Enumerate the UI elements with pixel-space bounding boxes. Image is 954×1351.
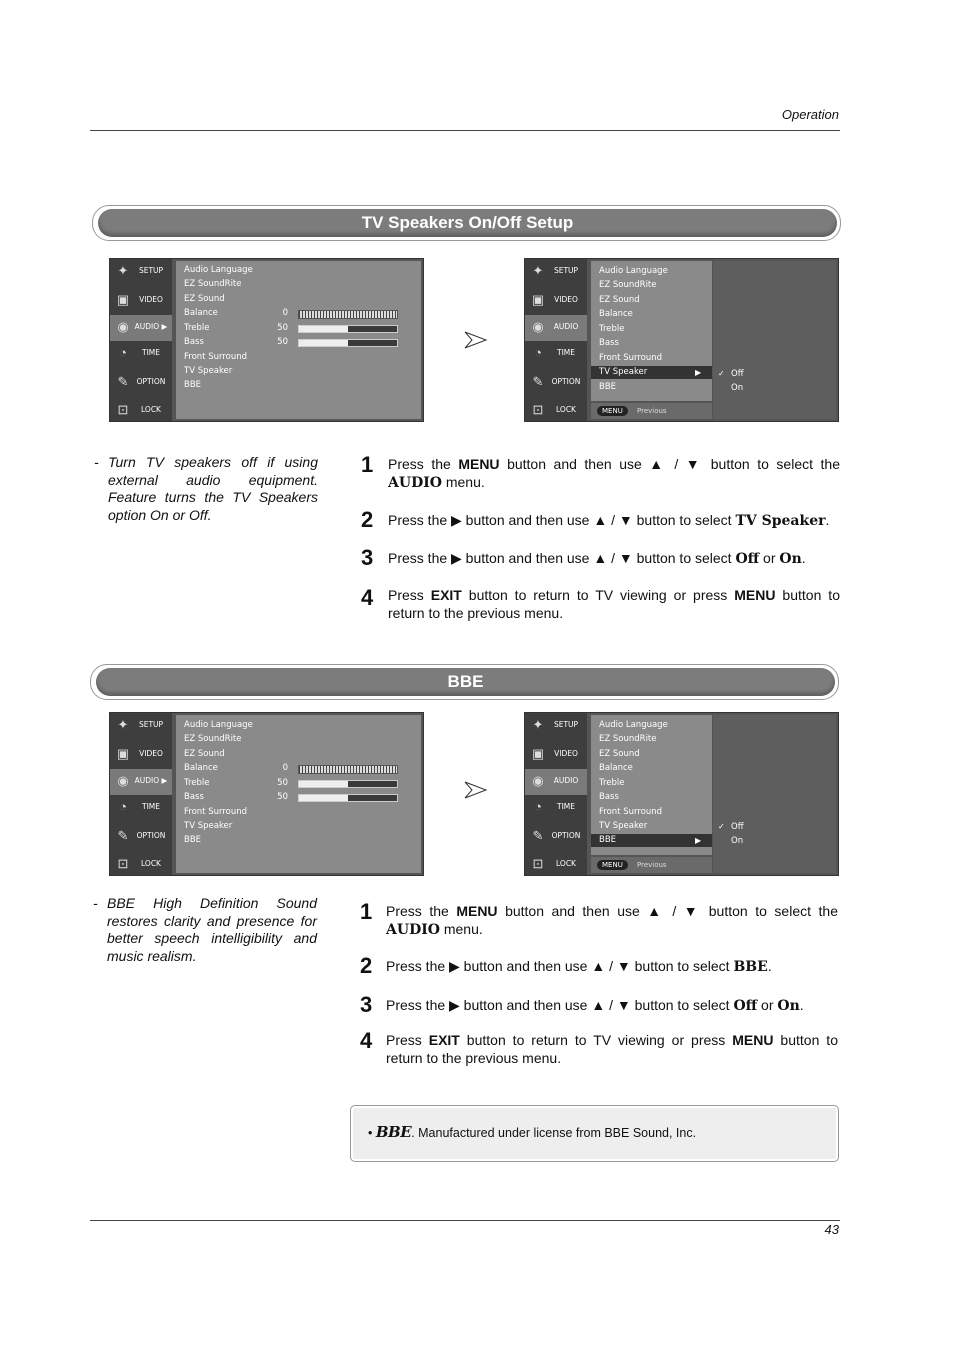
- osd-item: EZ SoundRite: [599, 734, 657, 744]
- osd-sidebar: [110, 713, 172, 875]
- satellite-icon: ✦: [117, 717, 129, 732]
- step-text: Press the ▶ button and then use ▲ / ▼ button to select Off or On.: [386, 997, 804, 1014]
- monitor-icon: ▣: [116, 292, 130, 307]
- page-number: 43: [824, 1222, 839, 1237]
- osd-item: BBE: [184, 835, 202, 845]
- osd-side-lock: ⊡ LOCK: [532, 402, 576, 417]
- wrench-icon: ✎: [532, 828, 544, 843]
- bbe-logo: BBE: [375, 1123, 412, 1141]
- osd-submenu: [713, 715, 836, 873]
- osd-panel: [176, 261, 421, 419]
- step-number: 1: [361, 452, 374, 477]
- step-text: Press the ▶ button and then use ▲ / ▼ button to select TV Speaker.: [388, 512, 830, 529]
- balance-value: 0: [282, 763, 288, 773]
- section-banner-tv-speakers: [92, 205, 841, 241]
- osd-panel: [591, 261, 712, 401]
- osd-side-time: ◔ TIME: [525, 795, 587, 821]
- osd-item: Balance: [184, 763, 218, 773]
- osd-item: Treble: [184, 323, 210, 333]
- wrench-icon: ✎: [117, 828, 129, 843]
- step-number: 1: [360, 899, 373, 924]
- step-text: Press the ▶ button and then use ▲ / ▼ button to select Off or On.: [388, 550, 806, 567]
- step-text: Press EXIT button to return to TV viewing or press MENU button to return to the previous menu.: [388, 587, 840, 621]
- note-bbe: - BBE High Definition Sound restores clarity and presence for better speech intelligibility and music realism.: [93, 895, 317, 964]
- wrench-icon: ✎: [117, 374, 129, 389]
- right-arrow-icon: ▶: [695, 368, 702, 377]
- osd-item: Balance: [599, 309, 633, 319]
- osd-side-time: ◔ TIME: [525, 341, 587, 367]
- osd-side-setup: ✦ SETUP: [532, 717, 579, 732]
- clock-icon: ◔: [119, 799, 127, 814]
- osd-item: TV Speaker: [599, 821, 648, 831]
- osd-item: Audio Language: [184, 720, 253, 730]
- option-on: On: [731, 836, 744, 846]
- osd-item: EZ SoundRite: [599, 280, 657, 290]
- osd-item: Front Surround: [184, 807, 248, 817]
- osd-side-audio: ◉ AUDIO ▶: [110, 315, 172, 341]
- osd-submenu: [713, 261, 836, 419]
- osd-item: Bass: [184, 792, 204, 802]
- step-number: 3: [361, 545, 374, 570]
- step-text: Press EXIT button to return to TV viewing or press MENU button to return to the previous menu.: [386, 1032, 838, 1066]
- osd-item: Audio Language: [599, 720, 668, 730]
- osd-side-time: ◔ TIME: [110, 795, 172, 821]
- osd-side-lock: ⊡ LOCK: [117, 856, 161, 871]
- osd-item: EZ Sound: [184, 749, 225, 759]
- osd-item-selected: BBE ▶: [591, 834, 712, 847]
- osd-footer: [591, 857, 712, 873]
- osd-item: EZ Sound: [599, 749, 640, 759]
- treble-bar: [298, 780, 398, 788]
- treble-value: 50: [277, 323, 288, 333]
- osd-side-option: ✎ OPTION: [117, 828, 166, 843]
- osd-side-time: ◔ TIME: [110, 341, 172, 367]
- check-icon: ✓: [718, 822, 725, 831]
- license-box: [350, 1105, 839, 1162]
- osd-footer: [591, 403, 712, 419]
- osd-tv-speaker-menu: [524, 258, 839, 422]
- treble-bar: [298, 325, 398, 333]
- osd-side-option: ✎ OPTION: [532, 374, 581, 389]
- osd-item: BBE: [599, 382, 617, 392]
- step-number: 2: [361, 507, 374, 532]
- osd-sidebar: [110, 259, 172, 421]
- note-tv-speakers: - Turn TV speakers off if using external audio equipment. Feature turns the TV Speakers option On or Off.: [94, 454, 318, 523]
- satellite-icon: ✦: [117, 263, 129, 278]
- balance-bar: [298, 765, 398, 774]
- speaker-icon: ◉: [532, 319, 544, 334]
- lock-icon: ⊡: [117, 402, 129, 417]
- osd-bbe-menu: [524, 712, 839, 876]
- osd-item: TV Speaker: [184, 366, 233, 376]
- osd-item: Treble: [184, 778, 210, 788]
- bass-value: 50: [277, 337, 288, 347]
- speaker-icon: ◉: [117, 319, 129, 334]
- osd-item: Front Surround: [599, 353, 663, 363]
- osd-side-audio: ◉ AUDIO: [525, 315, 587, 341]
- treble-value: 50: [277, 778, 288, 788]
- osd-side-audio: ◉ AUDIO ▶: [110, 769, 172, 795]
- osd-sidebar: [525, 713, 587, 875]
- next-arrow-icon: [464, 330, 488, 350]
- next-arrow-icon: [464, 780, 488, 800]
- option-off: Off: [731, 822, 744, 832]
- osd-panel: [591, 715, 712, 855]
- osd-item: Front Surround: [599, 807, 663, 817]
- osd-item: BBE: [184, 380, 202, 390]
- osd-side-video: ▣ VIDEO: [116, 292, 163, 307]
- step-text: Press the ▶ button and then use ▲ / ▼ button to select BBE.: [386, 958, 772, 975]
- option-on: On: [731, 383, 744, 393]
- menu-key: MENU: [597, 860, 628, 870]
- step-number: 4: [361, 585, 374, 610]
- osd-item: Bass: [599, 338, 619, 348]
- osd-item: Front Surround: [184, 352, 248, 362]
- balance-value: 0: [282, 308, 288, 318]
- lock-icon: ⊡: [117, 856, 129, 871]
- lock-icon: ⊡: [532, 856, 544, 871]
- osd-panel: [176, 715, 421, 873]
- osd-item: Treble: [599, 778, 625, 788]
- osd-item: Treble: [599, 324, 625, 334]
- license-text: • BBE. Manufactured under license from BBE Sound, Inc.: [368, 1123, 697, 1141]
- osd-side-option: ✎ OPTION: [117, 374, 166, 389]
- monitor-icon: ▣: [531, 746, 545, 761]
- osd-item: TV Speaker: [184, 821, 233, 831]
- monitor-icon: ▣: [531, 292, 545, 307]
- speaker-icon: ◉: [117, 773, 129, 788]
- clock-icon: ◔: [534, 345, 542, 360]
- osd-item: Balance: [184, 308, 218, 318]
- clock-icon: ◔: [119, 345, 127, 360]
- osd-item: Audio Language: [184, 265, 253, 275]
- step-text: Press the MENU button and then use ▲ / ▼ button to select the AUDIO menu.: [388, 456, 840, 491]
- osd-item: Audio Language: [599, 266, 668, 276]
- step-number: 3: [360, 992, 373, 1017]
- osd-item: Bass: [599, 792, 619, 802]
- speaker-icon: ◉: [532, 773, 544, 788]
- bass-bar: [298, 339, 398, 347]
- osd-side-setup: ✦ SETUP: [117, 263, 164, 278]
- header-rule: [90, 130, 840, 131]
- osd-sidebar: [525, 259, 587, 421]
- osd-side-video: ▣ VIDEO: [531, 746, 578, 761]
- satellite-icon: ✦: [532, 263, 544, 278]
- osd-item: EZ SoundRite: [184, 279, 242, 289]
- bass-bar: [298, 794, 398, 802]
- section-title: TV Speakers On/Off Setup: [361, 213, 574, 232]
- section-banner-bbe: [90, 664, 839, 700]
- osd-side-lock: ⊡ LOCK: [117, 402, 161, 417]
- wrench-icon: ✎: [532, 374, 544, 389]
- monitor-icon: ▣: [116, 746, 130, 761]
- bass-value: 50: [277, 792, 288, 802]
- footer-rule: [90, 1220, 840, 1221]
- osd-side-video: ▣ VIDEO: [116, 746, 163, 761]
- osd-item-selected: TV Speaker ▶: [591, 366, 712, 379]
- step-number: 2: [360, 953, 373, 978]
- osd-audio-menu: [109, 712, 424, 876]
- previous-label: Previous: [637, 407, 667, 415]
- osd-audio-menu: [109, 258, 424, 422]
- lock-icon: ⊡: [532, 402, 544, 417]
- osd-item: EZ Sound: [184, 294, 225, 304]
- step-number: 4: [360, 1028, 373, 1053]
- step-text: Press the MENU button and then use ▲ / ▼ button to select the AUDIO menu.: [386, 903, 838, 938]
- right-arrow-icon: ▶: [695, 836, 702, 845]
- satellite-icon: ✦: [532, 717, 544, 732]
- osd-item: Bass: [184, 337, 204, 347]
- section-title: BBE: [447, 672, 484, 691]
- osd-side-lock: ⊡ LOCK: [532, 856, 576, 871]
- osd-item: Balance: [599, 763, 633, 773]
- clock-icon: ◔: [534, 799, 542, 814]
- previous-label: Previous: [637, 861, 667, 869]
- osd-side-audio: ◉ AUDIO: [525, 769, 587, 795]
- section-label: Operation: [781, 107, 839, 122]
- balance-bar: [298, 310, 398, 319]
- osd-item: EZ SoundRite: [184, 734, 242, 744]
- osd-side-setup: ✦ SETUP: [532, 263, 579, 278]
- check-icon: ✓: [718, 369, 725, 378]
- osd-side-video: ▣ VIDEO: [531, 292, 578, 307]
- osd-item: EZ Sound: [599, 295, 640, 305]
- option-off: Off: [731, 369, 744, 379]
- osd-side-setup: ✦ SETUP: [117, 717, 164, 732]
- menu-key: MENU: [597, 406, 628, 416]
- osd-side-option: ✎ OPTION: [532, 828, 581, 843]
